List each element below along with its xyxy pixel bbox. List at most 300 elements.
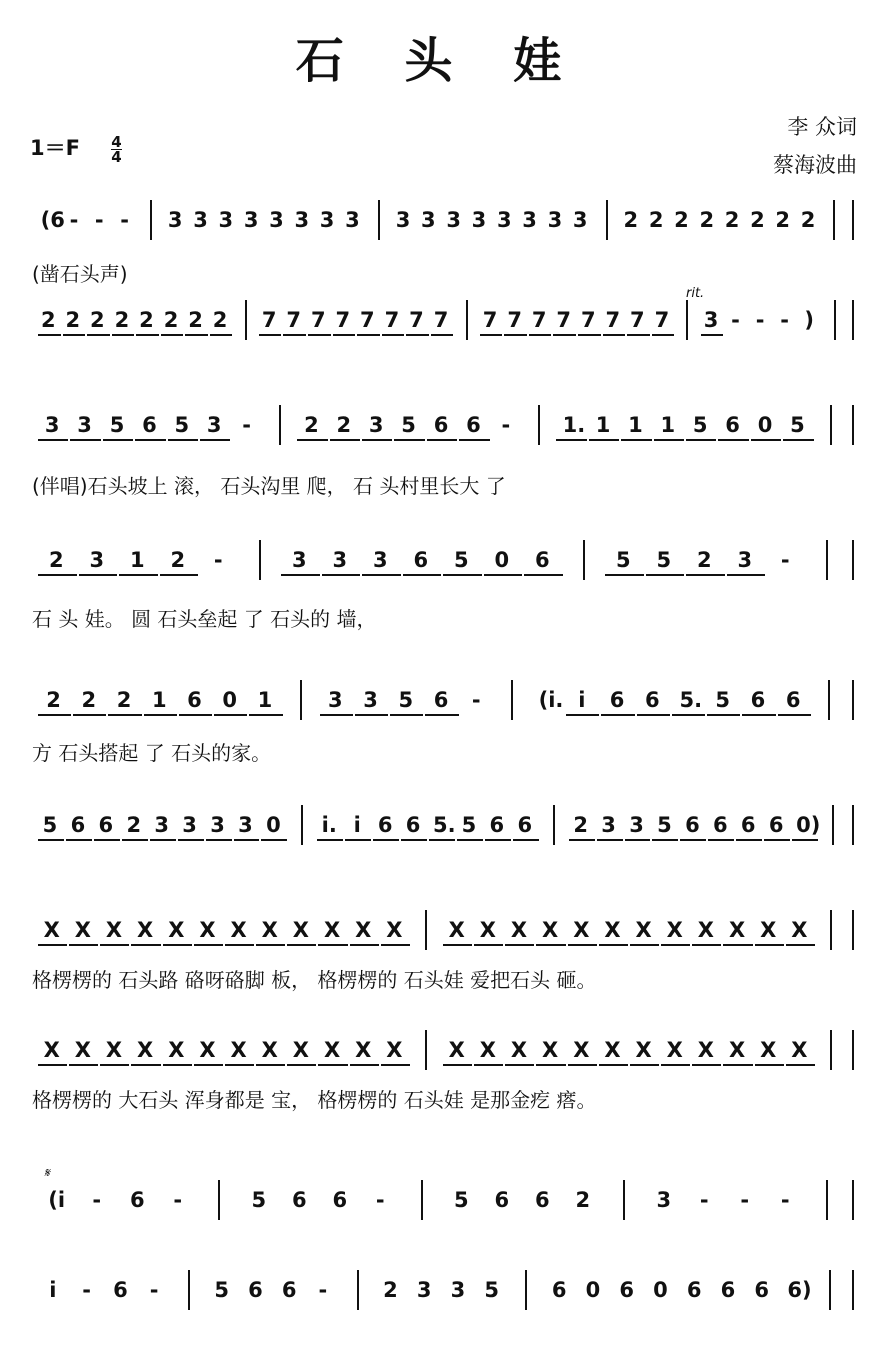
note: 3 xyxy=(294,208,310,232)
note: X xyxy=(168,918,185,942)
beam-underline xyxy=(755,944,784,946)
barline xyxy=(832,805,834,845)
beam-underline xyxy=(627,334,650,336)
beam-underline xyxy=(287,944,316,946)
note: 6 xyxy=(644,688,660,712)
beam-underline xyxy=(163,944,192,946)
beam-underline xyxy=(718,439,748,441)
final-barline xyxy=(852,910,854,950)
beam-underline xyxy=(736,839,762,841)
note: 7 xyxy=(507,308,522,332)
note: 3 xyxy=(471,208,487,232)
note: X xyxy=(760,1038,777,1062)
beam-underline xyxy=(122,839,148,841)
note: 2 xyxy=(575,1188,591,1212)
beam-underline xyxy=(536,1064,565,1066)
note: 2 xyxy=(573,813,588,837)
lyric-line: 石 头 娃。 圆 石头垒起 了 石头的 墙， xyxy=(32,607,377,631)
note: 2 xyxy=(383,1278,398,1302)
staff-row xyxy=(0,805,879,865)
note: 6 xyxy=(413,548,429,572)
beam-underline xyxy=(259,334,282,336)
barline xyxy=(188,1270,190,1310)
beam-underline xyxy=(474,944,503,946)
note: 2 xyxy=(46,688,61,712)
note: 5 xyxy=(174,413,190,437)
note: 5. xyxy=(433,813,456,837)
note: 3 xyxy=(182,813,197,837)
beam-underline xyxy=(443,1064,472,1066)
note: 1 xyxy=(660,413,676,437)
note: X xyxy=(74,1038,91,1062)
note: 3 xyxy=(656,1188,672,1212)
note: 6 xyxy=(685,813,700,837)
note: - xyxy=(69,208,79,232)
note: i. xyxy=(321,813,337,837)
lyric-line: 格楞楞的 石头路 硌呀硌脚 板， 格楞楞的 石头娃 爱把石头 砸。 xyxy=(32,968,597,992)
final-barline xyxy=(852,1180,854,1220)
note: 6 xyxy=(489,813,505,837)
barline xyxy=(553,805,555,845)
note: 5 xyxy=(615,548,631,572)
beam-underline xyxy=(112,334,135,336)
beam-underline xyxy=(723,1064,752,1066)
note: 1 xyxy=(595,413,611,437)
note: - xyxy=(780,1188,790,1212)
note: 6) xyxy=(787,1278,812,1302)
key-signature xyxy=(30,132,122,164)
note: 6 xyxy=(113,1278,128,1302)
beam-underline xyxy=(225,1064,254,1066)
note: X xyxy=(697,1038,714,1062)
note: 6 xyxy=(433,413,449,437)
beam-underline xyxy=(73,714,106,716)
note: X xyxy=(105,918,123,942)
note: 2 xyxy=(40,308,56,332)
note: - xyxy=(731,308,740,332)
barline xyxy=(833,200,835,240)
note: 2 xyxy=(48,548,64,572)
beam-underline xyxy=(605,574,644,576)
final-barline xyxy=(852,1030,854,1070)
note: 3 xyxy=(737,548,753,572)
beam-underline xyxy=(505,944,534,946)
note: X xyxy=(604,1038,621,1062)
note: - xyxy=(740,1188,750,1212)
note: X xyxy=(355,918,372,942)
beam-underline xyxy=(256,944,285,946)
note: - xyxy=(780,548,790,572)
beam-underline xyxy=(529,334,552,336)
beam-underline xyxy=(459,439,489,441)
note: 7 xyxy=(580,308,596,332)
note: 6 xyxy=(551,1278,567,1302)
barline xyxy=(538,405,540,445)
beam-underline xyxy=(692,944,721,946)
note: X xyxy=(791,918,808,942)
note: 2 xyxy=(648,208,664,232)
note: X xyxy=(199,918,216,942)
beam-underline xyxy=(317,839,343,841)
lyric-line: 方 石头搭起 了 石头的家。 xyxy=(32,741,272,765)
note: 3 xyxy=(363,688,378,712)
barline xyxy=(686,300,688,340)
beam-underline xyxy=(723,944,752,946)
note: 6 xyxy=(281,1278,297,1302)
beam-underline xyxy=(373,839,399,841)
beam-underline xyxy=(637,714,670,716)
note: 3 xyxy=(345,208,360,232)
note: 6 xyxy=(98,813,114,837)
beam-underline xyxy=(403,574,442,576)
note: 5 xyxy=(214,1278,229,1302)
beam-underline xyxy=(457,839,483,841)
note: 6 xyxy=(750,688,766,712)
beam-underline xyxy=(194,944,223,946)
beam-underline xyxy=(318,944,347,946)
note: ) xyxy=(804,308,814,332)
beam-underline xyxy=(345,839,371,841)
lyric-line: (伴唱)石头坡上 滚， 石头沟里 爬， 石 头村里长大 了 xyxy=(32,474,506,498)
barline xyxy=(830,405,832,445)
beam-underline xyxy=(443,944,472,946)
barline xyxy=(826,540,828,580)
note: 0) xyxy=(796,813,821,837)
note: 3 xyxy=(547,208,563,232)
note: X xyxy=(230,1038,247,1062)
note: 5 xyxy=(790,413,805,437)
note: X xyxy=(791,1038,808,1062)
barline xyxy=(357,1270,359,1310)
note: 3 xyxy=(446,208,461,232)
note: 3 xyxy=(416,1278,432,1302)
beam-underline xyxy=(381,944,410,946)
beam-underline xyxy=(505,1064,534,1066)
beam-underline xyxy=(66,839,92,841)
staff-row xyxy=(0,286,879,360)
beam-underline xyxy=(135,439,165,441)
note: 3 xyxy=(332,548,348,572)
note: 7 xyxy=(654,308,670,332)
note: 1 xyxy=(628,413,643,437)
note: 1 xyxy=(151,688,167,712)
beam-underline xyxy=(390,714,423,716)
beam-underline xyxy=(38,944,67,946)
note: i xyxy=(578,688,586,712)
beam-underline xyxy=(654,439,684,441)
note: 2 xyxy=(304,413,319,437)
note: 2 xyxy=(699,208,715,232)
beam-underline xyxy=(119,574,158,576)
note: 5 xyxy=(398,688,414,712)
beam-underline xyxy=(131,944,160,946)
note: X xyxy=(292,918,309,942)
note: 1 xyxy=(257,688,273,712)
beam-underline xyxy=(214,714,247,716)
note: 6 xyxy=(754,1278,769,1302)
note: X xyxy=(510,1038,528,1062)
beam-underline xyxy=(322,574,361,576)
note: 2 xyxy=(775,208,791,232)
beam-underline xyxy=(234,839,260,841)
note: (6 xyxy=(40,208,65,232)
note: 5 xyxy=(453,1188,469,1212)
note: (i xyxy=(48,1188,66,1212)
barline xyxy=(378,200,380,240)
note: 6 xyxy=(785,688,801,712)
beam-underline xyxy=(589,439,619,441)
note: 6 xyxy=(405,813,421,837)
lyricist: 李 众词 xyxy=(787,115,857,139)
note: X xyxy=(386,918,403,942)
note: X xyxy=(323,918,341,942)
beam-underline xyxy=(136,334,159,336)
beam-underline xyxy=(330,439,360,441)
beam-underline xyxy=(100,1064,129,1066)
note: - xyxy=(780,308,789,332)
note: - xyxy=(242,413,251,437)
beam-underline xyxy=(206,839,232,841)
beam-underline xyxy=(297,439,327,441)
barline xyxy=(150,200,152,240)
note: 6 xyxy=(187,688,202,712)
beam-underline xyxy=(144,714,177,716)
beam-underline xyxy=(178,839,204,841)
beam-underline xyxy=(568,1064,597,1066)
beam-underline xyxy=(69,944,98,946)
note: - xyxy=(92,1188,102,1212)
beam-underline xyxy=(692,1064,721,1066)
note: X xyxy=(448,1038,465,1062)
barline xyxy=(623,1180,625,1220)
final-barline xyxy=(852,540,854,580)
note: 3 xyxy=(193,208,208,232)
note: - xyxy=(120,208,129,232)
note: 5 xyxy=(453,548,469,572)
note: 5 xyxy=(109,413,125,437)
note: X xyxy=(510,918,528,942)
note: X xyxy=(635,918,652,942)
note: 1 xyxy=(129,548,145,572)
beam-underline xyxy=(161,334,184,336)
beam-underline xyxy=(630,944,659,946)
staff-row xyxy=(0,540,879,600)
note: 6 xyxy=(725,413,740,437)
note: 5 xyxy=(692,413,708,437)
note: 7 xyxy=(409,308,424,332)
note: X xyxy=(105,1038,123,1062)
note: 3 xyxy=(243,208,259,232)
barline xyxy=(259,540,261,580)
note: 6 xyxy=(466,413,481,437)
note: X xyxy=(74,918,91,942)
beam-underline xyxy=(362,439,392,441)
note: 0 xyxy=(494,548,510,572)
lyric-line: (凿石头声) xyxy=(32,262,128,286)
note: 2 xyxy=(170,548,186,572)
barline xyxy=(830,1030,832,1070)
note: 6 xyxy=(332,1188,348,1212)
note: - xyxy=(699,1188,709,1212)
note: X xyxy=(666,1038,683,1062)
beam-underline xyxy=(69,1064,98,1066)
note: X xyxy=(728,1038,746,1062)
beam-underline xyxy=(70,439,100,441)
staff-row xyxy=(0,1166,879,1240)
note: 7 xyxy=(482,308,498,332)
note: 7 xyxy=(286,308,302,332)
beam-underline xyxy=(652,334,675,336)
note: 3 xyxy=(372,548,388,572)
beam-underline xyxy=(680,839,706,841)
note: X xyxy=(261,918,278,942)
note: 3 xyxy=(206,413,222,437)
note: 3 xyxy=(319,208,335,232)
note: 7 xyxy=(433,308,449,332)
staff-row xyxy=(0,910,879,970)
beam-underline xyxy=(701,334,724,336)
note: 7 xyxy=(335,308,351,332)
note: 3 xyxy=(450,1278,466,1302)
note: 3 xyxy=(167,208,183,232)
beam-underline xyxy=(362,574,401,576)
final-barline xyxy=(852,1270,854,1310)
barline xyxy=(218,1180,220,1220)
note: 3 xyxy=(89,548,105,572)
beam-underline xyxy=(318,1064,347,1066)
beam-underline xyxy=(661,1064,690,1066)
note: 2 xyxy=(139,308,154,332)
barline xyxy=(830,910,832,950)
note: X xyxy=(542,1038,559,1062)
note: X xyxy=(760,918,777,942)
beam-underline xyxy=(480,334,503,336)
note: 0 xyxy=(222,688,237,712)
note: 5. xyxy=(679,688,703,712)
note: 6 xyxy=(433,688,449,712)
composer: 蔡海波曲 xyxy=(773,153,857,177)
final-barline xyxy=(852,805,854,845)
staff-row xyxy=(0,1030,879,1090)
note: - xyxy=(173,1188,183,1212)
beam-underline xyxy=(686,439,716,441)
beam-underline xyxy=(38,714,71,716)
note: X xyxy=(697,918,714,942)
song-title: 石 头 娃 xyxy=(295,33,584,89)
note: i xyxy=(353,813,361,837)
final-barline xyxy=(852,405,854,445)
note: 2 xyxy=(188,308,203,332)
note: 2 xyxy=(750,208,765,232)
note: 2 xyxy=(81,688,97,712)
beam-underline xyxy=(504,334,527,336)
beam-underline xyxy=(603,334,626,336)
note: - xyxy=(375,1188,385,1212)
beam-underline xyxy=(94,839,120,841)
beam-underline xyxy=(350,1064,379,1066)
beam-underline xyxy=(569,839,595,841)
note: 2 xyxy=(212,308,228,332)
beam-underline xyxy=(578,334,601,336)
beam-underline xyxy=(751,439,781,441)
note: 6 xyxy=(494,1188,510,1212)
note: 2 xyxy=(90,308,105,332)
note: 3 xyxy=(601,813,616,837)
beam-underline xyxy=(536,944,565,946)
note: 6 xyxy=(619,1278,634,1302)
note: X xyxy=(542,918,559,942)
note: 3 xyxy=(269,208,284,232)
note: 3 xyxy=(218,208,234,232)
beam-underline xyxy=(778,714,811,716)
beam-underline xyxy=(764,839,790,841)
note: 3 xyxy=(77,413,92,437)
beam-underline xyxy=(100,944,129,946)
note: X xyxy=(43,1038,60,1062)
beam-underline xyxy=(185,334,208,336)
beam-underline xyxy=(524,574,563,576)
note: X xyxy=(261,1038,278,1062)
beam-underline xyxy=(249,714,282,716)
barline xyxy=(421,1180,423,1220)
note: 2 xyxy=(65,308,81,332)
beam-underline xyxy=(792,839,818,841)
note: X xyxy=(137,1038,154,1062)
beam-underline xyxy=(597,839,623,841)
beam-underline xyxy=(652,839,678,841)
note: 6 xyxy=(686,1278,702,1302)
barline xyxy=(829,1270,831,1310)
note: - xyxy=(82,1278,91,1302)
beam-underline xyxy=(443,574,482,576)
note: 6 xyxy=(720,1278,736,1302)
note: 5 xyxy=(251,1188,267,1212)
beam-underline xyxy=(38,334,61,336)
note: 6 xyxy=(768,813,784,837)
beam-underline xyxy=(63,334,86,336)
note: 2 xyxy=(696,548,712,572)
barline xyxy=(511,680,513,720)
barline xyxy=(606,200,608,240)
note: 2 xyxy=(114,308,130,332)
beam-underline xyxy=(108,714,141,716)
note: 0 xyxy=(585,1278,601,1302)
barline xyxy=(826,1180,828,1220)
beam-underline xyxy=(425,714,458,716)
beam-underline xyxy=(256,1064,285,1066)
note: 7 xyxy=(531,308,547,332)
beam-underline xyxy=(160,574,199,576)
note: 3 xyxy=(44,413,60,437)
beam-underline xyxy=(568,944,597,946)
note: 3 xyxy=(395,208,411,232)
beam-underline xyxy=(727,574,766,576)
note: 7 xyxy=(310,308,326,332)
performance-marking: rit. xyxy=(686,286,705,301)
lyric-line: 格楞楞的 大石头 浑身都是 宝， 格楞楞的 石头娃 是那金疙 瘩。 xyxy=(32,1088,597,1112)
beam-underline xyxy=(350,944,379,946)
note: 3 xyxy=(368,413,384,437)
beam-underline xyxy=(786,944,815,946)
note: 3 xyxy=(328,688,343,712)
note: 6 xyxy=(609,688,625,712)
staff-row xyxy=(0,200,879,260)
beam-underline xyxy=(200,439,230,441)
note: 5 xyxy=(461,813,477,837)
barline xyxy=(279,405,281,445)
barline xyxy=(301,805,303,845)
note: X xyxy=(604,918,621,942)
